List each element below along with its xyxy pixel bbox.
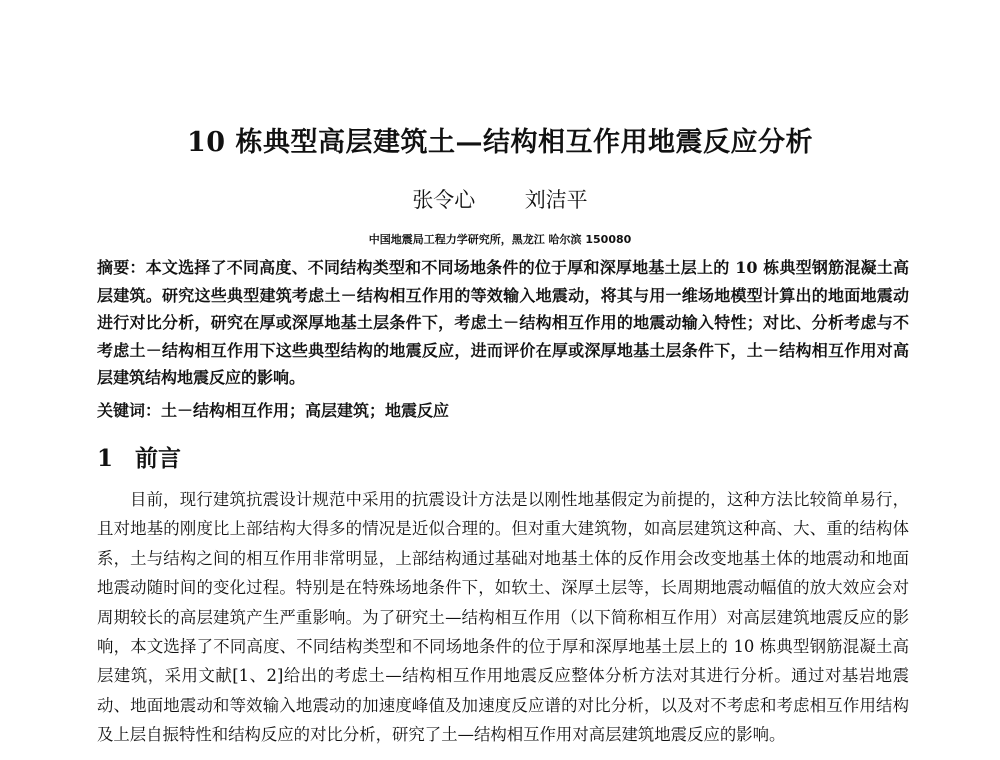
section-title: 前言	[135, 445, 181, 472]
intro-paragraph: 目前，现行建筑抗震设计规范中采用的抗震设计方法是以刚性地基假定为前提的，这种方法比较简单易行，且对地基的刚度比上部结构大得多的情况是近似合理的。但对重大建筑物，如高层建筑这种高、大、重的结构体系，土与结构之间的相互作用非常明显，上部结构通过基础对地基土体的反作用会改变地基土体的地震动和地面地震动随时间的变化过程。特别是在特殊场地条件下，如软土、深厚土层等，长周期地震动幅值的放大效应会对周期较长的高层建筑产生严重影响。为了研究土—结构相互作用（以下简称相互作用）对高层建筑地震反应的影响，本文选择了不同高度、不同结构类型和不同场地条件的位于厚和深厚地基土层上的 10 栋典型钢筋混凝土高层建筑，采用文献[1、2]给出的考虑土—结构相互作用地震反应整体分析方法对其进行分析。通过对基岩地震动、地面地震动和等效输入地震动的加速度峰值及加速度反应谱的对比分析，以及对不考虑和考虑相互作用结构及上层自振特性和结构反应的对比分析，研究了土—结构相互作用对高层建筑地震反应的影响。	[97, 490, 909, 745]
abstract-text: 本文选择了不同高度、不同结构类型和不同场地条件的位于厚和深厚地基土层上的 10 栋典型钢筋混凝土高层建筑。研究这些典型建筑考虑土－结构相互作用的等效输入地震动，将其与用一维场地模型计算出的地面地震动进行对比分析，研究在厚或深厚地基土层条件下，考虑土－结构相互作用的地震动输入特性；对比、分析考虑与不考虑土－结构相互作用下这些典型结构的地震反应，进而评价在厚或深厚地基土层条件下，土－结构相互作用对高层建筑结构地震反应的影响。	[97, 258, 909, 388]
keywords-text: 土－结构相互作用；高层建筑；地震反应	[161, 401, 450, 420]
abstract-label: 摘要：	[97, 258, 146, 277]
author-name: 张令心	[412, 188, 476, 212]
keywords	[97, 398, 909, 421]
abstract	[97, 254, 909, 392]
section-number: 1	[97, 445, 114, 472]
section-heading	[97, 440, 181, 473]
author-affiliation: 中国地震局工程力学研究所，黑龙江 哈尔滨 150080	[368, 233, 632, 246]
author-line	[0, 184, 1000, 214]
author-name: 刘洁平	[524, 188, 588, 212]
keywords-label: 关键词：	[97, 401, 162, 420]
paper-title: 10 栋典型高层建筑土—结构相互作用地震反应分析	[187, 127, 813, 158]
